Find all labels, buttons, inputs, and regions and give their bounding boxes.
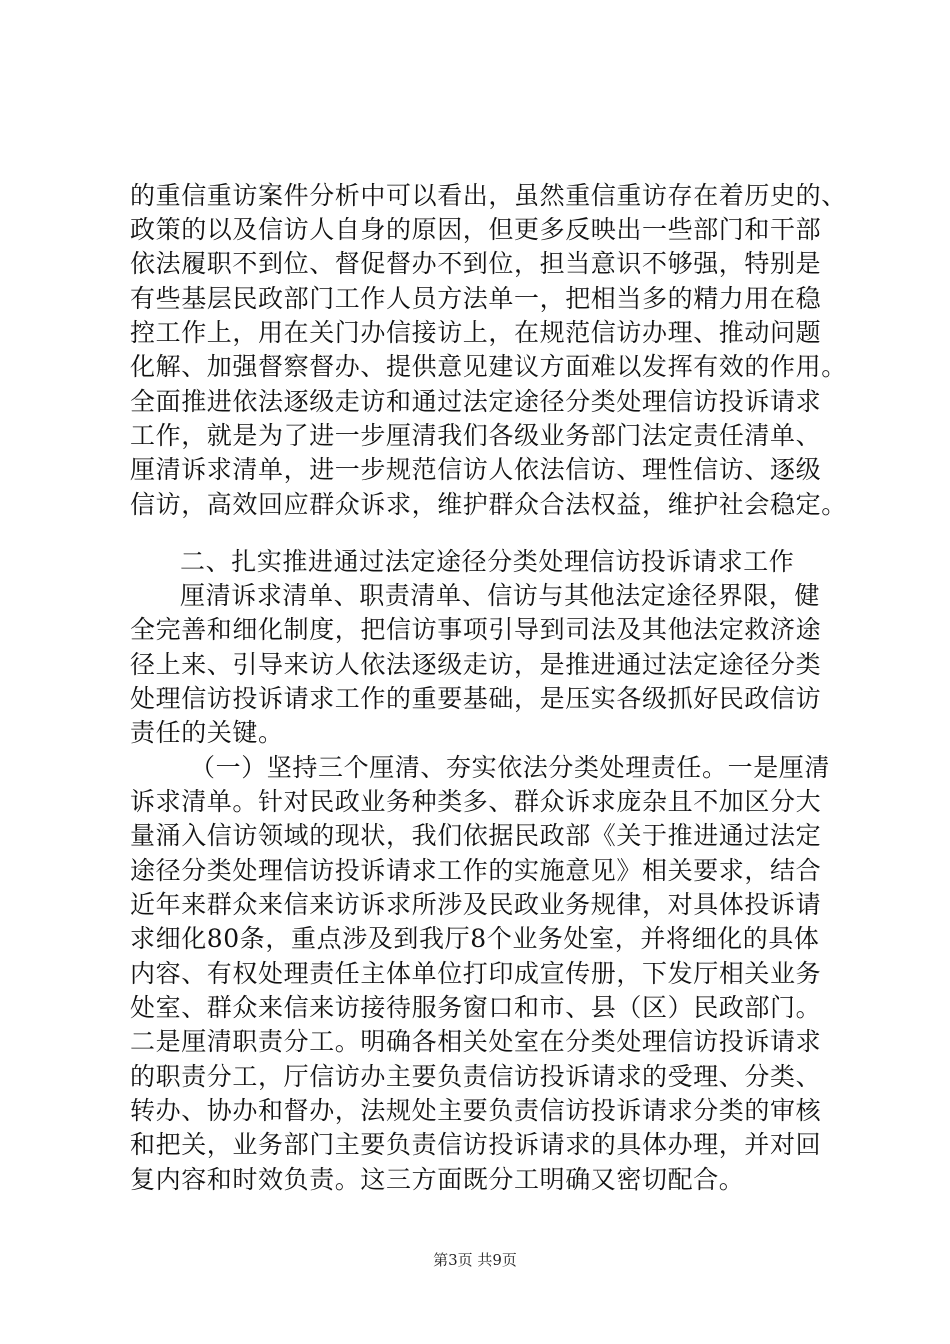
body-text-line: 工作，就是为了进一步厘清我们各级业务部门法定责任清单、 xyxy=(130,421,822,450)
body-text-line: 的职责分工，厅信访办主要负责信访投诉请求的受理、分类、 xyxy=(130,1062,822,1091)
body-text-line: 厘清诉求清单、职责清单、信访与其他法定途径界限，健 xyxy=(180,581,821,610)
body-text-line: 求细化80条，重点涉及到我厅8个业务处室，并将细化的具体 xyxy=(130,924,820,953)
body-text-line: 政策的以及信访人自身的原因，但更多反映出一些部门和干部 xyxy=(130,215,822,244)
body-text-line: 途径分类处理信访投诉请求工作的实施意见》相关要求，结合 xyxy=(130,856,822,885)
body-text-line: 处室、群众来信来访接待服务窗口和市、县（区）民政部门。 xyxy=(130,993,822,1022)
body-text-line: 复内容和时效负责。这三方面既分工明确又密切配合。 xyxy=(130,1165,745,1194)
body-text-line: 的重信重访案件分析中可以看出，虽然重信重访存在着历史的、 xyxy=(130,181,847,210)
body-text-line: 全完善和细化制度，把信访事项引导到司法及其他法定救济途 xyxy=(130,615,822,644)
body-text-line: 信访，高效回应群众诉求，维护群众合法权益，维护社会稳定。 xyxy=(130,490,847,519)
body-text-line: 控工作上，用在关门办信接访上，在规范信访办理、推动问题 xyxy=(130,318,822,347)
page-footer: 第3页 共9页 xyxy=(433,1251,517,1269)
section-heading: 二、扎实推进通过法定途径分类处理信访投诉请求工作 xyxy=(180,547,795,576)
body-text-line: 二是厘清职责分工。明确各相关处室在分类处理信访投诉请求 xyxy=(130,1027,822,1056)
body-text-line: 有些基层民政部门工作人员方法单一，把相当多的精力用在稳 xyxy=(130,284,822,313)
body-text-line: 近年来群众来信来访诉求所涉及民政业务规律，对具体投诉请 xyxy=(130,890,822,919)
body-text-line: 内容、有权处理责任主体单位打印成宣传册，下发厅相关业务 xyxy=(130,959,822,988)
body-text-line: 厘清诉求清单，进一步规范信访人依法信访、理性信访、逐级 xyxy=(130,455,822,484)
body-text-line: 化解、加强督察督办、提供意见建议方面难以发挥有效的作用。 xyxy=(130,352,847,381)
body-text-line: 依法履职不到位、督促督办不到位，担当意识不够强，特别是 xyxy=(130,249,822,278)
body-text-line: 全面推进依法逐级走访和通过法定途径分类处理信访投诉请求 xyxy=(130,387,822,416)
body-text-line: 诉求清单。针对民政业务种类多、群众诉求庞杂且不加区分大 xyxy=(130,787,822,816)
body-text-line: 责任的关键。 xyxy=(130,718,284,747)
body-text-line: 和把关，业务部门主要负责信访投诉请求的具体办理，并对回 xyxy=(130,1130,822,1159)
body-text-line: 处理信访投诉请求工作的重要基础，是压实各级抓好民政信访 xyxy=(130,684,822,713)
body-text-line: 转办、协办和督办，法规处主要负责信访投诉请求分类的审核 xyxy=(130,1096,822,1125)
subsection-heading: （一）坚持三个厘清、夯实依法分类处理责任。一是厘清 xyxy=(190,753,831,782)
body-text-line: 量涌入信访领域的现状，我们依据民政部《关于推进通过法定 xyxy=(130,821,822,850)
body-text-line: 径上来、引导来访人依法逐级走访，是推进通过法定途径分类 xyxy=(130,650,822,679)
